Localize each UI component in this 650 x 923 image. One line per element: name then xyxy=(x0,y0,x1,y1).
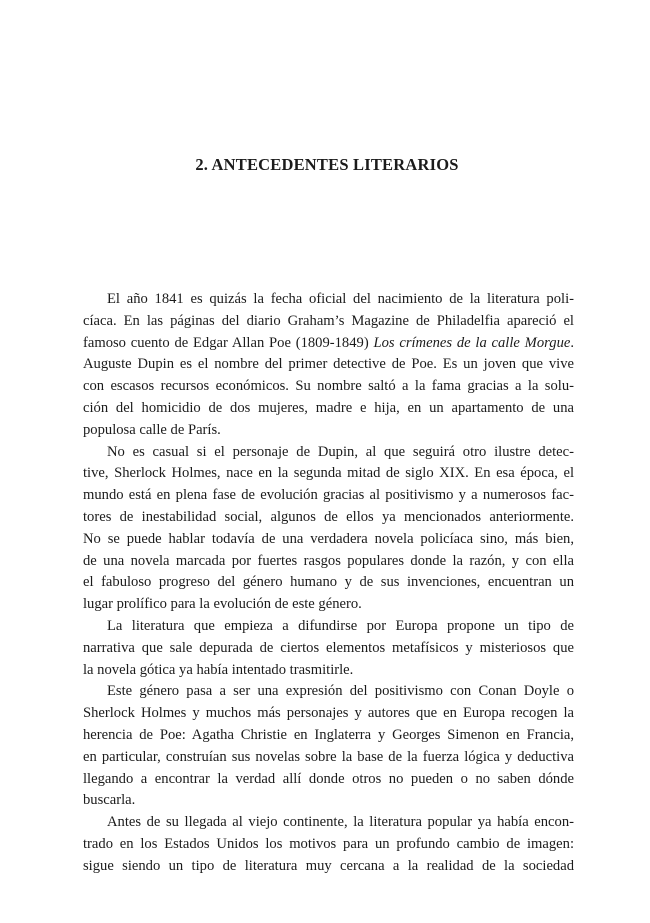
text-line xyxy=(83,289,574,311)
line-text: herencia de Poe: Agatha Christie en Inglaterra y Georges Simenon en Francia, xyxy=(83,726,574,743)
text-line xyxy=(83,376,574,398)
line-text: populosa calle de París. xyxy=(83,421,221,438)
line-text-tail: . xyxy=(570,334,574,351)
line-text: Sherlock Holmes y muchos más personajes y autores que en Europa recogen la xyxy=(83,705,574,722)
text-line xyxy=(83,354,574,376)
line-text: Auguste Dupin es el nombre del primer detective de Poe. Es un joven que vive xyxy=(83,356,574,373)
line-text: trado en los Estados Unidos los motivos para un profundo cambio de imagen: xyxy=(83,835,574,852)
line-text: Este género pasa a ser una expresión del positivismo con Conan Doyle o xyxy=(107,683,574,700)
line-text: famoso cuento de Edgar Allan Poe (1809-1849) xyxy=(83,334,374,351)
text-line xyxy=(83,507,574,529)
text-line xyxy=(83,725,574,747)
line-text: El año 1841 es quizás la fecha oficial del nacimiento de la literatura poli- xyxy=(107,291,574,307)
text-line xyxy=(83,747,574,769)
text-line xyxy=(83,485,574,507)
line-text: narrativa que sale depurada de ciertos elementos metafísicos y misteriosos que xyxy=(83,639,574,656)
text-line xyxy=(83,529,574,551)
text-line xyxy=(83,398,574,420)
text-line xyxy=(83,616,574,638)
line-text: tive, Sherlock Holmes, nace en la segunda mitad de siglo XIX. En esa época, el xyxy=(83,465,574,482)
text-line xyxy=(83,790,574,812)
line-text: el fabuloso progreso del género humano y de sus invenciones, encuentran un xyxy=(83,574,574,591)
text-line xyxy=(83,812,574,834)
text-line xyxy=(83,834,574,856)
text-line xyxy=(83,420,574,442)
line-text: lugar prolífico para la evolución de este género. xyxy=(83,596,362,613)
line-text: buscarla. xyxy=(83,792,136,809)
text-line xyxy=(83,333,574,355)
line-text: La literatura que empieza a difundirse por Europa propone un tipo de xyxy=(107,617,574,634)
text-line xyxy=(83,703,574,725)
line-text: Antes de su llegada al viejo continente, la literatura popular ya había encon- xyxy=(107,814,574,831)
chapter-title: 2. ANTECEDENTES LITERARIOS xyxy=(195,155,459,174)
line-text: sigue siendo un tipo de literatura muy cercana a la realidad de la sociedad xyxy=(83,857,574,874)
line-text: No es casual si el personaje de Dupin, al que seguirá otro ilustre detec- xyxy=(107,443,574,460)
text-line xyxy=(83,463,574,485)
line-text: de una novela marcada por fuertes rasgos populares donde la razón, y con ella xyxy=(83,552,574,569)
text-line xyxy=(83,572,574,594)
book-title-italic: Los crímenes de la calle Morgue xyxy=(373,334,571,351)
text-line xyxy=(83,311,574,333)
text-line xyxy=(83,769,574,791)
line-text: ción del homicidio de dos mujeres, madre e hija, en un apartamento de una xyxy=(83,399,574,416)
text-line xyxy=(83,638,574,660)
text-line xyxy=(83,681,574,703)
text-line xyxy=(83,660,574,682)
line-text: llegando a encontrar la verdad allí donde otros no pueden o no saben dónde xyxy=(83,770,574,787)
text-line xyxy=(83,551,574,573)
line-text: No se puede hablar todavía de una verdadera novela policíaca sino, más bien, xyxy=(83,530,574,547)
text-line xyxy=(83,856,574,878)
text-line xyxy=(83,442,574,464)
line-text: mundo está en plena fase de evolución gracias al positivismo y a numerosos fac- xyxy=(83,487,574,504)
line-text: en particular, construían sus novelas sobre la base de la fuerza lógica y deductiva xyxy=(83,748,574,765)
line-text: tores de inestabilidad social, algunos de ellos ya mencionados anteriormente. xyxy=(83,508,574,525)
line-text: cíaca. En las páginas del diario Graham’s Magazine de Philadelfia apareció el xyxy=(83,312,574,329)
text-line xyxy=(83,594,574,616)
chapter-body-text xyxy=(83,289,574,878)
line-text: con escasos recursos económicos. Su nombre saltó a la fama gracias a la solu- xyxy=(83,378,574,395)
line-text: la novela gótica ya había intentado trasmitirle. xyxy=(83,661,354,678)
